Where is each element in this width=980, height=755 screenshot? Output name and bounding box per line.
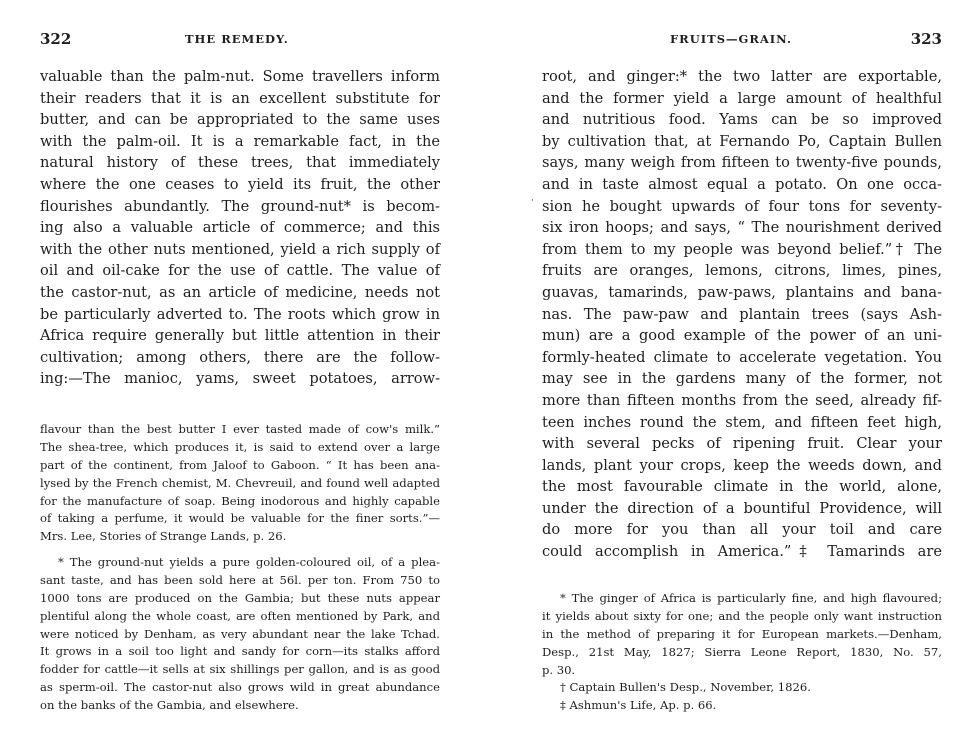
footnote-line: 1000 tons are produced on the Gambia; but these nuts appear [40,590,440,605]
body-line: their readers that it is an excellent substitute for [40,89,440,107]
footnote-line: * The ground-nut yields a pure golden-coloured oil, of a plea- [58,555,440,569]
body-line: with the other nuts mentioned, yield a rich supply of [40,240,440,258]
body-line: guavas, tamarinds, paw-paws, plantains and bana- [542,283,942,301]
body-line: by cultivation that, at Fernando Po, Captain Bullen [542,132,942,150]
body-line: and in taste almost equal a potato. On one occa- [542,175,942,193]
footnote-line: sant taste, and has been sold here at 56l. per ton. From 750 to [40,572,440,587]
left-footnote-continued [40,421,440,546]
footnote-line: as sperm-oil. The castor-nut also grows wild in great abundance [40,680,440,695]
body-line: cultivation; among others, there are the follow- [40,348,440,366]
body-line: the castor-nut, as an article of medicine, needs not [40,283,440,301]
body-line: ing also a valuable article of commerce; and this [40,219,440,237]
left-page-number: 322 [40,30,72,48]
gutter-speck: · [531,196,534,206]
left-body-text [40,66,440,390]
body-line: flourishes abundantly. The ground-nut* is becom- [40,197,440,215]
footnote-line: fodder for cattle—it sells at six shillings per gallon, and is as good [40,662,440,677]
body-line: could accomplish in America.”‡ Tamarinds are [542,543,942,561]
body-line: the most favourable climate in the world, alone, [542,478,942,496]
body-line: Africa require generally but little attention in their [40,327,440,345]
footnote-line: p. 30. [542,662,576,677]
footnote-line: were noticed by Denham, as very abundant near the lake Tchad. [40,626,440,641]
footnote-line: part of the continent, from Jaloof to Gaboon. “ It has been ana- [40,457,440,472]
footnote-line: on the banks of the Gambia, and elsewhere. [40,698,299,713]
footnote-line: ‡ Ashmun's Life, Ap. p. 66. [560,698,717,713]
body-line: where the one ceases to yield its fruit, the other [40,175,440,193]
body-line: lands, plant your crops, keep the weeds down, and [542,456,942,474]
body-line: be particularly adverted to. The roots which grow in [40,305,440,323]
footnote-line: plentiful along the whole coast, are often mentioned by Park, and [40,608,440,623]
left-page-header [40,30,440,52]
footnote-line: for the manufacture of soap. Being inodorous and highly capable [40,493,440,508]
footnote-line: of taking a perfume, it would be valuable for the finer sorts.”— [40,511,440,526]
body-line: with the palm-oil. It is a remarkable fact, in the [40,132,440,150]
footnote-line: Mrs. Lee, Stories of Strange Lands, p. 26. [40,529,287,544]
footnote-line: Desp., 21st May, 1827; Sierra Leone Report, 1830, No. 57, [542,644,942,659]
footnote-line: flavour than the best butter I ever tasted made of cow's milk.” [40,422,440,436]
left-running-head: THE REMEDY. [185,32,289,46]
body-line: oil and oil-cake for the use of cattle. The value of [40,262,440,280]
body-line: says, many weigh from fifteen to twenty-five pounds, [542,154,942,172]
body-line: nas. The paw-paw and plantain trees (says Ash- [542,305,942,323]
body-line: teen inches round the stem, and fifteen feet high, [542,413,942,431]
footnote-line: it yields about sixty for one; and the people only want instruction [542,608,942,623]
body-line: formly-heated climate to accelerate vegetation. You [542,348,942,366]
body-line: butter, and can be appropriated to the same uses [40,111,440,129]
body-line: root, and ginger:* the two latter are exportable, [542,68,942,85]
right-footnotes [542,590,942,715]
body-line: and the former yield a large amount of healthful [542,89,942,107]
body-line: under the direction of a bountiful Providence, will [542,499,942,517]
body-line: more than fifteen months from the seed, already fif- [542,391,942,409]
footnote-line: in the method of preparing it for European markets.—Denham, [542,626,942,641]
right-page-number: 323 [910,30,942,48]
footnote-line: It grows in a soil too light and sandy for corn—its stalks afford [40,644,440,659]
footnote-line: † Captain Bullen's Desp., November, 1826. [560,680,811,695]
body-line: sion he bought upwards of four tons for seventy- [542,197,942,215]
body-line: do more for you than all your toil and care [542,521,942,539]
left-footnote-ground-nut [40,554,440,715]
body-line: valuable than the palm-nut. Some travellers inform [40,68,440,85]
body-line: fruits are oranges, lemons, citrons, limes, pines, [542,262,942,280]
right-body-text [542,66,942,563]
right-running-head: FRUITS—GRAIN. [670,32,792,46]
footnote-line: lysed by the French chemist, M. Chevreuil, and found well adapted [40,475,440,490]
body-line: mun) are a good example of the power of an uni- [542,327,942,345]
body-line: six iron hoops; and says, “ The nourishment derived [542,219,942,237]
body-line: natural history of these trees, that immediately [40,154,440,172]
body-line: with several pecks of ripening fruit. Clear your [542,435,942,453]
body-line: ing:—The manioc, yams, sweet potatoes, arrow- [40,370,440,388]
right-page-header [542,30,942,52]
body-line: and nutritious food. Yams can be so improved [542,111,942,129]
body-line: from them to my people was beyond belief.”† The [542,240,942,258]
footnote-line: * The ginger of Africa is particularly fine, and high flavoured; [560,591,942,605]
footnote-line: The shea-tree, which produces it, is said to extend over a large [40,439,440,454]
body-line: may see in the gardens many of the former, not [542,370,942,388]
